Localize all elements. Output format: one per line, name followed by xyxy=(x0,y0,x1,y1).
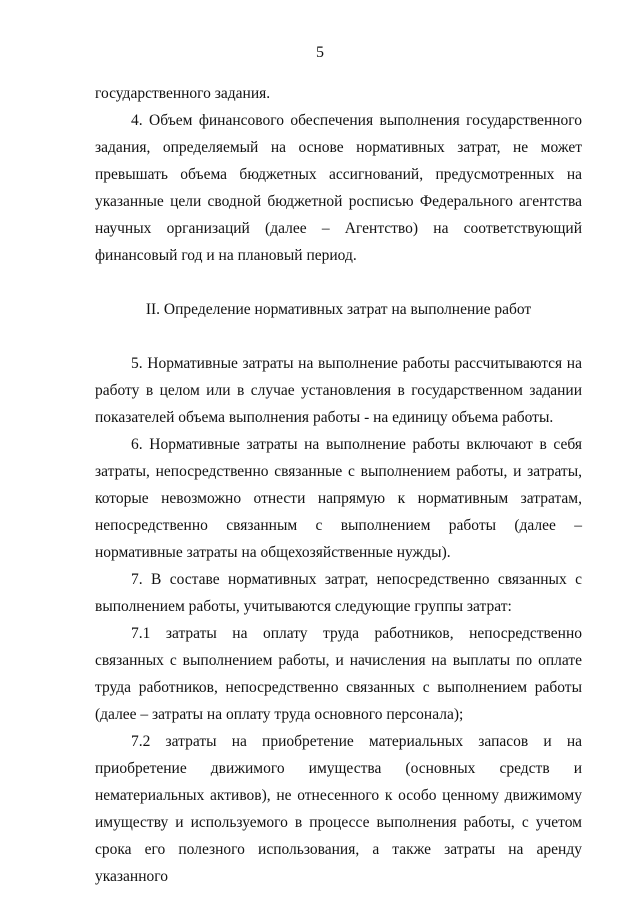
paragraph-6: 6. Нормативные затраты на выполнение работы включают в себя затраты, непосредственно связанные с выполнением работы, и затраты, которые невозможно отнести напрямую к нормативным затратам, непосредственно связанным с выполнением работы (далее – нормативные затраты на общехозяйственные нужды). xyxy=(95,436,582,561)
paragraph-4: 4. Объем финансового обеспечения выполнения государственного задания, определяемый на основе нормативных затрат, не может превышать объема бюджетных ассигнований, предусмотренных на указанные цели сводной бюджетной росписью Федерального агентства научных организаций (далее – Агентство) на соответствующий финансовый год и на плановый период. xyxy=(95,112,582,264)
document-body xyxy=(95,80,582,890)
paragraph-7: 7. В составе нормативных затрат, непосредственно связанных с выполнением работы, учитываются следующие группы затрат: xyxy=(95,571,582,615)
paragraph-7-2: 7.2 затраты на приобретение материальных запасов и на приобретение движимого имущества (основных средств и нематериальных активов), не отнесенного к особо ценному движимому имуществу и используемого в процессе выполнения работы, с учетом срока его полезного использования, а также затраты на аренду указанного xyxy=(95,733,582,885)
page-number: 5 xyxy=(316,44,324,61)
paragraph-continuation: государственного задания. xyxy=(95,85,271,102)
paragraph-7-1: 7.1 затраты на оплату труда работников, непосредственно связанных с выполнением работы, и начисления на выплаты по оплате труда работников, непосредственно связанных с выполнением работы (далее – затраты на оплату труда основного персонала); xyxy=(95,625,582,723)
section-heading-2: II. Определение нормативных затрат на выполнение работ xyxy=(145,301,532,318)
paragraph-5: 5. Нормативные затраты на выполнение работы рассчитываются на работу в целом или в случае установления в государственном задании показателей объема выполнения работы - на единицу объема работы. xyxy=(95,355,582,426)
